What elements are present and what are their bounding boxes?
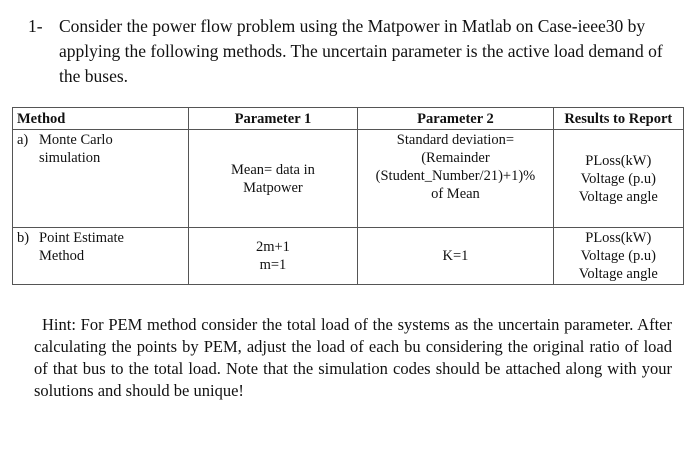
method-line xyxy=(17,131,184,149)
param1-line-2: Matpower xyxy=(243,179,303,196)
method-name-line-2: Method xyxy=(39,248,85,264)
header-parameter-1: Parameter 1 xyxy=(188,108,358,130)
table-header-row xyxy=(13,108,684,130)
method-line xyxy=(17,229,184,247)
cell-results-point-estimate xyxy=(553,228,683,285)
param2-line-1: Standard deviation= xyxy=(396,132,515,148)
header-method: Method xyxy=(13,108,189,130)
result-ploss: PLoss(kW) xyxy=(585,230,652,246)
cell-method-point-estimate xyxy=(13,228,189,285)
cell-parameter-2-monte-carlo xyxy=(358,130,553,228)
param1-line-2: m=1 xyxy=(259,257,287,273)
question-row xyxy=(28,14,668,89)
hint-paragraph: Hint: For PEM method consider the total load of the systems as the uncertain parameter. After calculating the points by PEM, adjust the load of each bu considering the original ratio of load of that bus to the total load. Note that the simulation codes should be attached along with your solutions and should be unique! xyxy=(34,315,672,400)
result-voltage-angle: Voltage angle xyxy=(578,266,658,282)
table-row-monte-carlo xyxy=(13,130,684,228)
param2-line-4: of Mean xyxy=(431,186,480,202)
result-voltage: Voltage (p.u) xyxy=(580,248,657,264)
methods-table xyxy=(12,107,684,285)
cell-parameter-2-point-estimate xyxy=(358,228,553,285)
method-name-line-1: Monte Carlo xyxy=(39,132,113,148)
param1-line-1: 2m+1 xyxy=(255,239,290,255)
param2-line-3: (Student_Number/21)+1)% xyxy=(375,168,536,184)
result-voltage: Voltage (p.u) xyxy=(580,170,657,187)
method-line xyxy=(17,247,184,265)
method-line xyxy=(17,149,184,167)
param2-line-2: (Remainder xyxy=(421,150,490,166)
question-block xyxy=(28,14,668,89)
method-name-line-2: simulation xyxy=(39,150,101,166)
result-voltage-angle: Voltage angle xyxy=(578,188,658,205)
method-name-line-1: Point Estimate xyxy=(39,230,124,246)
cell-parameter-1-monte-carlo xyxy=(188,130,358,228)
cell-parameter-1-point-estimate xyxy=(188,228,358,285)
result-ploss: PLoss(kW) xyxy=(585,152,652,169)
table-row-point-estimate xyxy=(13,228,684,285)
method-label: b) xyxy=(17,230,30,246)
question-text: Consider the power flow problem using the Matpower in Matlab on Case-ieee30 by applying the following methods. The uncertain parameter is the active load demand of the buses. xyxy=(59,16,663,86)
cell-method-monte-carlo xyxy=(13,130,189,228)
question-number: 1- xyxy=(28,16,43,36)
cell-results-monte-carlo xyxy=(553,130,683,228)
header-parameter-2: Parameter 2 xyxy=(358,108,553,130)
method-label: a) xyxy=(17,132,29,148)
param2-line-1: K=1 xyxy=(442,248,469,264)
param1-line-1: Mean= data in xyxy=(231,161,315,178)
header-results: Results to Report xyxy=(553,108,683,130)
